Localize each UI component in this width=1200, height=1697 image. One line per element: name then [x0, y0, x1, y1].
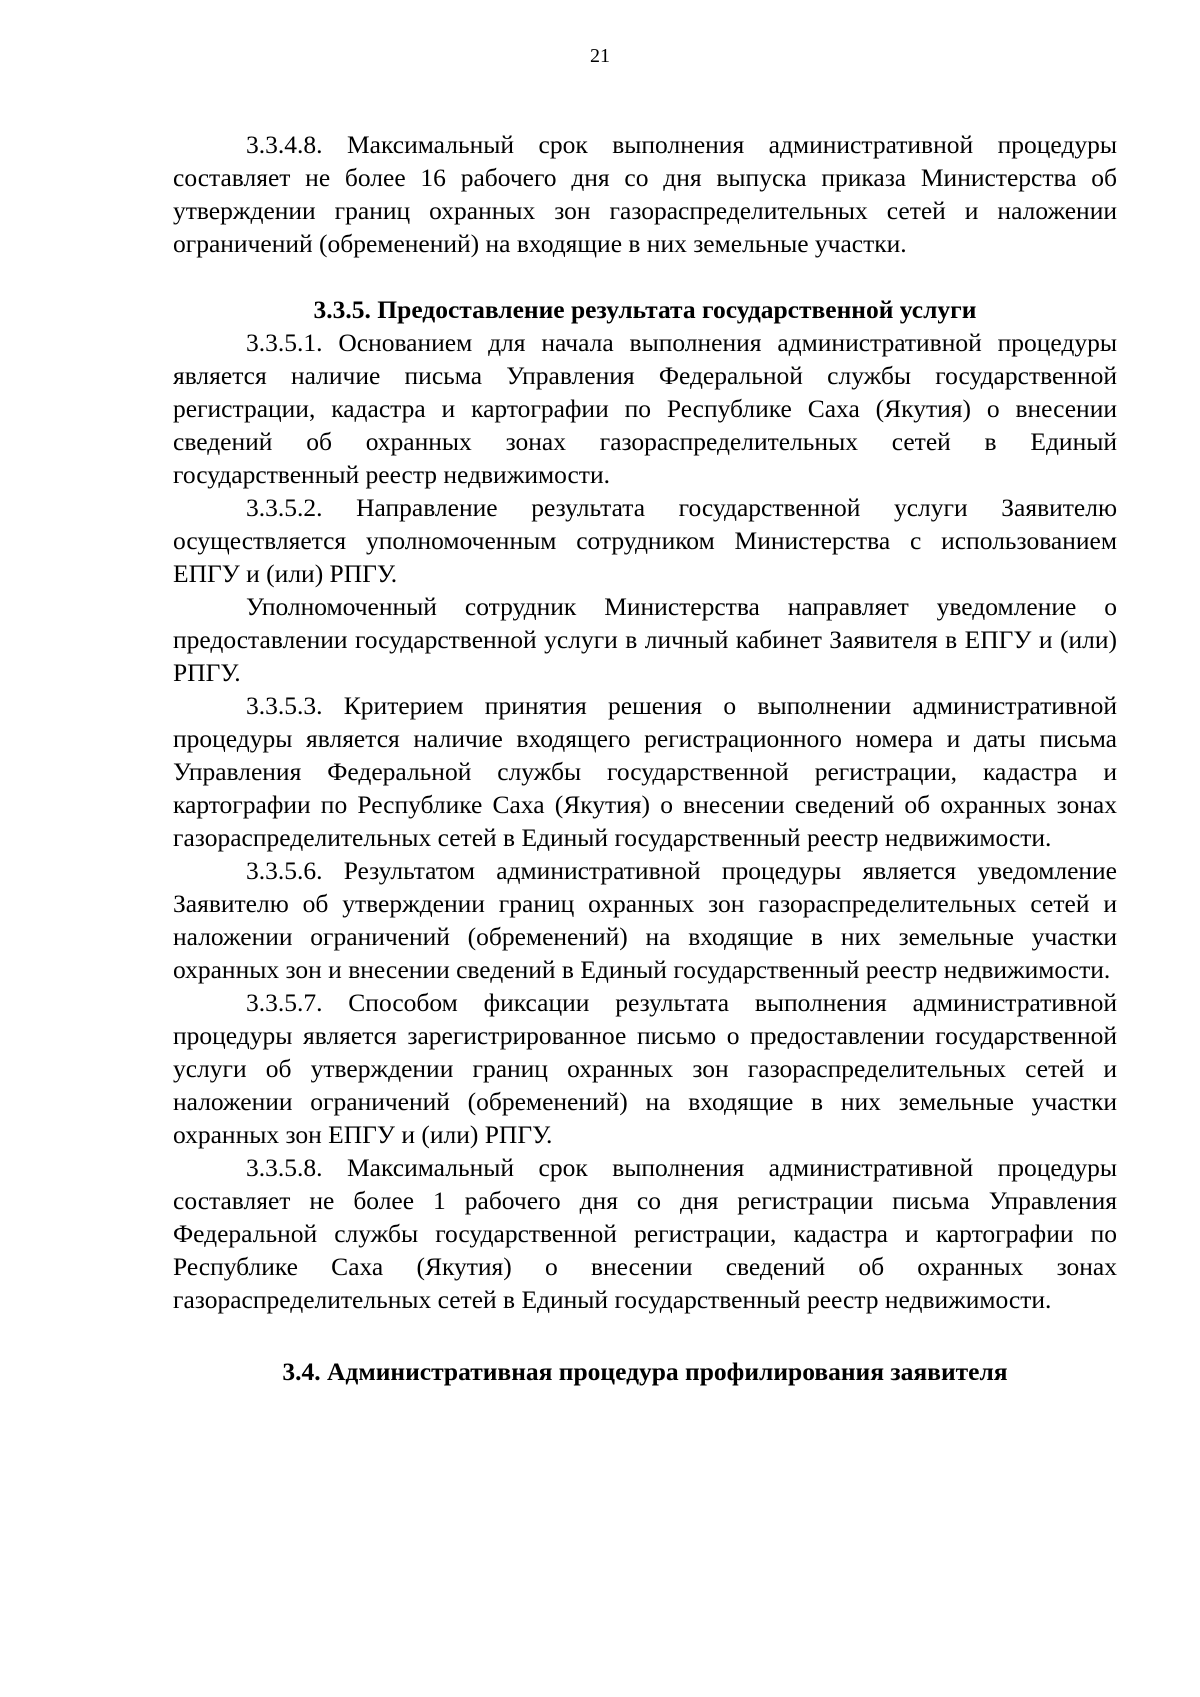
- paragraph-3-3-5-7: 3.3.5.7. Способом фиксации результата выполнения административной процедуры является зарегистрированное письмо о предоставлении государственной услуги об утверждении границ охранных зон газораспределительных сетей и наложении ограничений (обременений) на входящие в них земельные участки охранных зон ЕПГУ и (или) РПГУ.: [173, 988, 1117, 1149]
- paragraph-3-3-5-2: 3.3.5.2. Направление результата государственной услуги Заявителю осуществляется уполномоченным сотрудником Министерства с использованием ЕПГУ и (или) РПГУ.: [173, 493, 1117, 588]
- section-heading-3-4: 3.4. Административная процедура профилирования заявителя: [282, 1357, 1008, 1386]
- paragraph-3-3-4-8: 3.3.4.8. Максимальный срок выполнения административной процедуры составляет не более 16 рабочего дня со дня выпуска приказа Министерства об утверждении границ охранных зон газораспределительных сетей и наложении ограничений (обременений) на входящие в них земельные участки.: [173, 130, 1117, 258]
- paragraph-3-3-5-3: 3.3.5.3. Критерием принятия решения о выполнении административной процедуры является наличие входящего регистрационного номера и даты письма Управления Федеральной службы государственной регистрации, кадастра и картографии по Республике Саха (Якутия) о внесении сведений об охранных зонах газораспределительных сетей в Единый государственный реестр недвижимости.: [173, 691, 1117, 852]
- paragraph-notice: Уполномоченный сотрудник Министерства направляет уведомление о предоставлении государственной услуги в личный кабинет Заявителя в ЕПГУ и (или) РПГУ.: [173, 592, 1117, 687]
- paragraph-3-3-5-1: 3.3.5.1. Основанием для начала выполнения административной процедуры является наличие письма Управления Федеральной службы государственной регистрации, кадастра и картографии по Республике Саха (Якутия) о внесении сведений об охранных зонах газораспределительных сетей в Единый государственный реестр недвижимости.: [173, 328, 1117, 489]
- paragraph-3-3-5-8: 3.3.5.8. Максимальный срок выполнения административной процедуры составляет не более 1 рабочего дня со дня регистрации письма Управления Федеральной службы государственной регистрации, кадастра и картографии по Республике Саха (Якутия) о внесении сведений об охранных зонах газораспределительных сетей в Единый государственный реестр недвижимости.: [173, 1153, 1117, 1314]
- section-heading-3-3-5: 3.3.5. Предоставление результата государственной услуги: [313, 295, 977, 324]
- page-number: 21: [590, 45, 610, 67]
- page-content: [173, 128, 1117, 1388]
- paragraph-3-3-5-6: 3.3.5.6. Результатом административной процедуры является уведомление Заявителю об утверждении границ охранных зон газораспределительных сетей и наложении ограничений (обременений) на входящие в них земельные участки охранных зон и внесении сведений в Единый государственный реестр недвижимости.: [173, 856, 1117, 984]
